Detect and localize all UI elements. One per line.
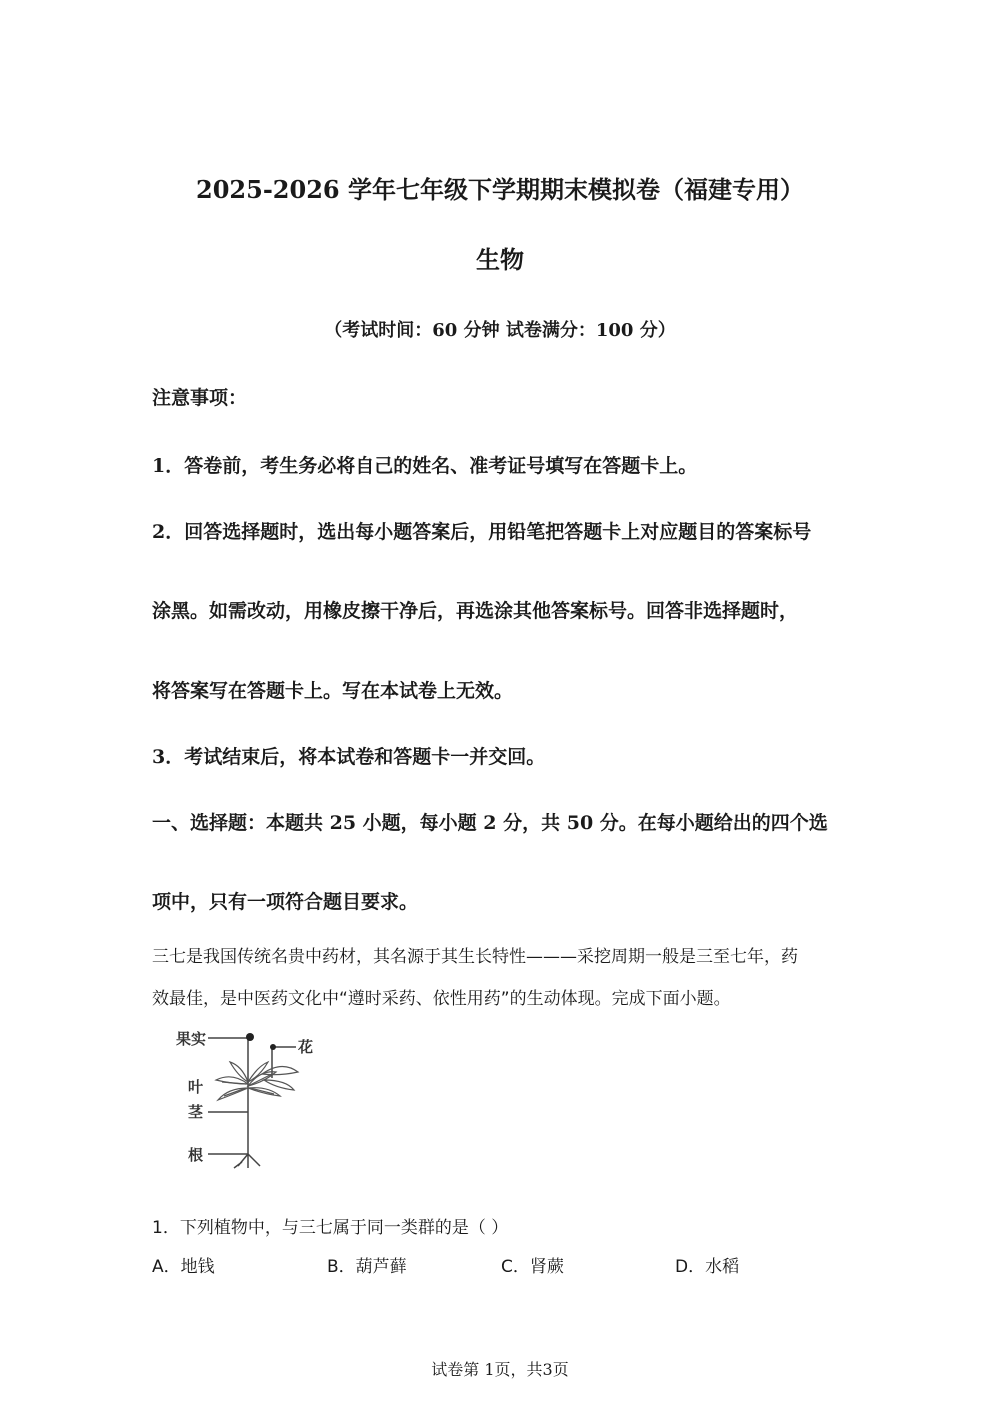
roots: [234, 1154, 260, 1168]
notice-item-1: 1．答卷前，考生务必将自己的姓名、准考证号填写在答题卡上。: [152, 455, 698, 477]
label-root: 根: [188, 1146, 204, 1164]
question-1-option-c: C．肾蕨: [501, 1257, 564, 1277]
subject-title: 生物: [476, 245, 524, 274]
label-flower: 花: [298, 1038, 314, 1056]
notice-item-3: 3．考试结束后，将本试卷和答题卡一并交回。: [152, 746, 546, 768]
question-1-option-b: B．葫芦藓: [327, 1257, 407, 1277]
label-leaf: 叶: [188, 1078, 204, 1096]
notice-item-2-line-3: 将答案写在答题卡上。写在本试卷上无效。: [152, 680, 514, 702]
plant-diagram: [172, 1022, 332, 1172]
leaf-cluster: [216, 1062, 298, 1100]
notice-item-2-line-2: 涂黑。如需改动，用橡皮擦干净后，再选涂其他答案标号。回答非选择题时，: [152, 600, 799, 622]
label-fruit: 果实: [176, 1030, 207, 1048]
question-1-option-a: A．地钱: [152, 1257, 215, 1277]
fruit-dot: [246, 1033, 254, 1041]
question-1-stem: 1．下列植物中，与三七属于同一类群的是（ ）: [152, 1218, 509, 1238]
question-1-option-d: D．水稻: [675, 1257, 740, 1277]
exam-title: 2025-2026 学年七年级下学期期末模拟卷（福建专用）: [196, 175, 804, 204]
section-heading-line-1: 一、选择题：本题共 25 小题，每小题 2 分，共 50 分。在每小题给出的四个选: [152, 812, 828, 834]
section-heading-line-2: 项中，只有一项符合题目要求。: [152, 891, 419, 913]
label-stem: 茎: [188, 1103, 204, 1121]
notice-heading: 注意事项：: [152, 387, 248, 409]
flower-dot: [270, 1044, 276, 1050]
passage-line-1: 三七是我国传统名贵中药材，其名源于其生长特性———采挖周期一般是三至七年，药: [152, 947, 798, 967]
page-footer: 试卷第 1页，共3页: [431, 1360, 569, 1379]
sanqi-plant-figure: [172, 1022, 332, 1172]
notice-item-2-line-1: 2．回答选择题时，选出每小题答案后，用铅笔把答题卡上对应题目的答案标号: [152, 521, 812, 543]
passage-line-2: 效最佳，是中医药文化中“遵时采药、依性用药”的生动体现。完成下面小题。: [152, 989, 731, 1009]
exam-info: （考试时间：60 分钟 试卷满分：100 分）: [324, 320, 676, 341]
